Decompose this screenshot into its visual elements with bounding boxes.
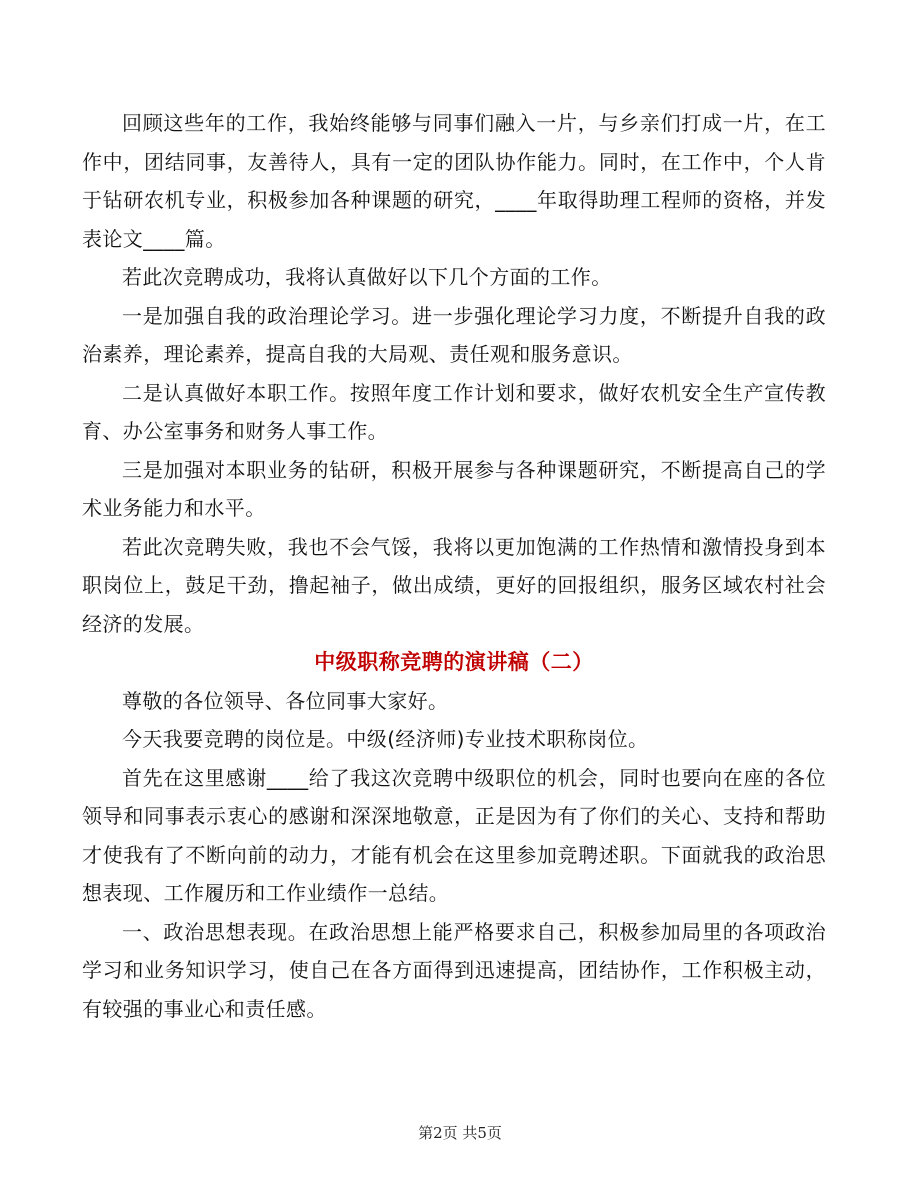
document-body (82, 104, 826, 1028)
section-title: 中级职称竞聘的演讲稿（二） (314, 650, 594, 674)
paragraph: 若此次竞聘成功，我将认真做好以下几个方面的工作。 (122, 265, 612, 289)
paragraph: 二是认真做好本职工作。按照年度工作计划和要求，做好农机安全生产宣传教育、办公室事务和财务人事工作。 (82, 380, 826, 443)
paragraph: 今天我要竞聘的岗位是。中级(经济师)专业技术职称岗位。 (122, 727, 649, 751)
paragraph: 一是加强自我的政治理论学习。进一步强化理论学习力度，不断提升自我的政治素养，理论素养，提高自我的大局观、责任观和服务意识。 (82, 303, 826, 366)
paragraph: 尊敬的各位领导、各位同事大家好。 (122, 688, 449, 713)
page-number: 第2页 共5页 (418, 1124, 502, 1142)
paragraph: 一、政治思想表现。在政治思想上能严格要求自己，积极参加局里的各项政治学习和业务知识学习，使自己在各方面得到迅速提高，团结协作，工作积极主动，有较强的事业心和责任感。 (82, 919, 826, 1021)
paragraph: 首先在这里感谢____给了我这次竞聘中级职位的机会，同时也要向在座的各位领导和同事表示衷心的感谢和深深地敬意，正是因为有了你们的关心、支持和帮助才使我有了不断向前的动力，才能有机会在这里参加竞聘述职。下面就我的政治思想表现、工作履历和工作业绩作一总结。 (82, 765, 826, 905)
paragraph: 三是加强对本职业务的钻研，积极开展参与各种课题研究，不断提高自己的学术业务能力和水平。 (82, 457, 826, 520)
paragraph: 若此次竞聘失败，我也不会气馁，我将以更加饱满的工作热情和激情投身到本职岗位上，鼓足干劲，撸起袖子，做出成绩，更好的回报组织，服务区域农村社会经济的发展。 (82, 534, 826, 636)
paragraph: 回顾这些年的工作，我始终能够与同事们融入一片，与乡亲们打成一片，在工作中，团结同事，友善待人，具有一定的团队协作能力。同时，在工作中，个人肯于钻研农机专业，积极参加各种课题的研究，____年取得助理工程师的资格，并发表论文____篇。 (82, 111, 826, 251)
